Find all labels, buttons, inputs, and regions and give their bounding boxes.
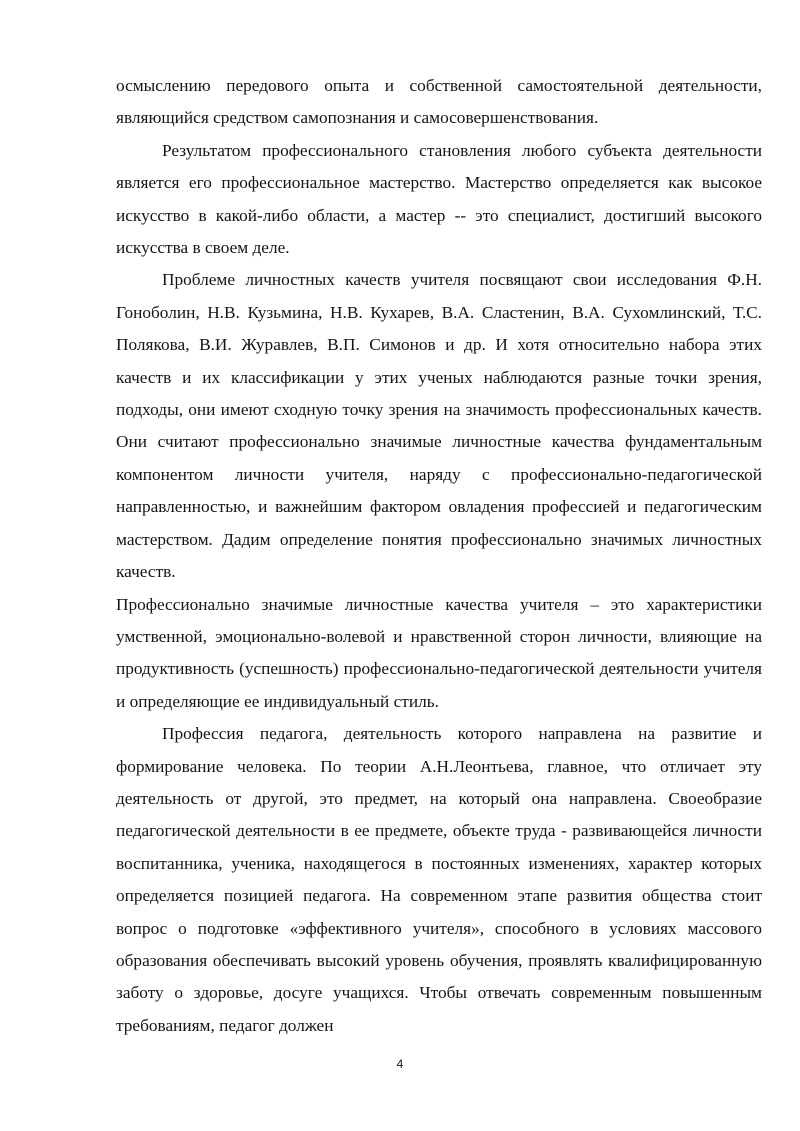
paragraph-personal-qualities-research: Проблеме личностных качеств учителя посвящают свои исследования Ф.Н. Гоноболин, Н.В. Кузьмина, Н.В. Кухарев, В.А. Сластенин, В.А. Сухомлинский, Т.С. Полякова, В.И. Журавлев, В.П. Симонов и др. И хотя относительно набора этих качеств и их классификации у этих ученых наблюдаются разные точки зрения, подходы, они имеют сходную точку зрения на значимость профессиональных качеств. Они считают профессионально значимые личностные качества фундаментальным компонентом личности учителя, наряду с профессионально-педагогической направленностью, и важнейшим фактором овладения профессией и педагогическим мастерством. Дадим определение понятия профессионально значимых личностных качеств. — [116, 270, 762, 582]
paragraph-qualities-definition: Профессионально значимые личностные качества учителя – это характеристики умственной, эмоционально-волевой и нравственной сторон личности, влияющие на продуктивность (успешность) профессионально-педагогической деятельности учителя и определяющие ее индивидуальный стиль. — [116, 594, 762, 711]
paragraph-professional-mastery: Результатом профессионального становления любого субъекта деятельности является его профессиональное мастерство. Мастерство определяется как высокое искусство в какой-либо области, а мастер -- это специалист, достигший высокого искусства в своем деле. — [116, 140, 762, 258]
paragraph-teacher-profession: Профессия педагога, деятельность которого направлена на развитие и формирование человека. По теории А.Н.Леонтьева, главное, что отличает эту деятельность от другой, это предмет, на который она направлена. Своеобразие педагогической деятельности в ее предмете, объекте труда - развивающейся личности воспитанника, ученика, находящегося в постоянных изменениях, характер которых определяется позицией педагога. На современном этапе развития общества стоит вопрос о подготовке «эффективного учителя», способного в условиях массового образования обеспечивать высокий уровень обучения, проявлять квалифицированную заботу о здоровье, досуге учащихся. Чтобы отвечать современным повышенным требованиям, педагог должен — [116, 724, 762, 1035]
body-text — [116, 70, 762, 1042]
page-number: 4 — [396, 1057, 404, 1071]
paragraph-continuation: осмыслению передового опыта и собственной самостоятельной деятельности, являющийся средством самопознания и самосовершенствования. — [116, 76, 762, 128]
